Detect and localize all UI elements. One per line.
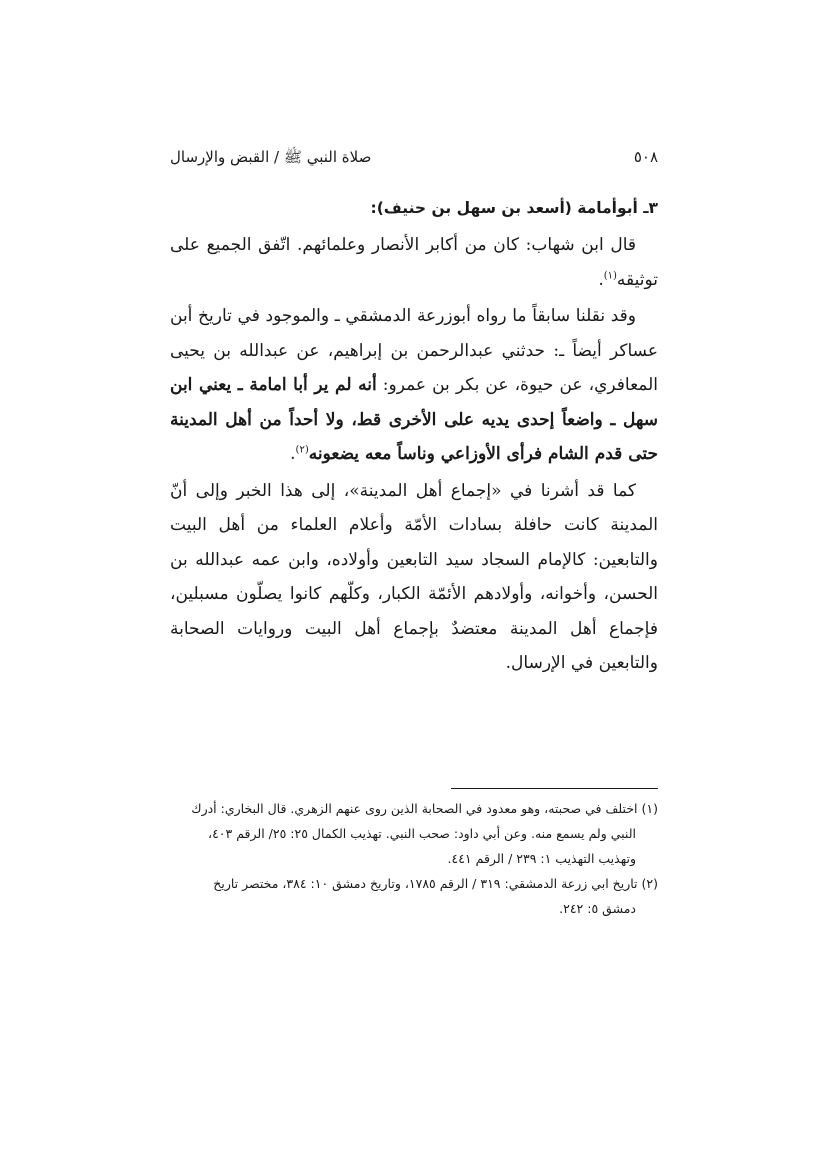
- paragraph-3-text: كما قد أشرنا في «إجماع أهل المدينة»، إلى هذا الخبر وإلى أنّ المدينة كانت حافلة بسادات الأمّة وأعلام العلماء من أهل البيت والتابعين: كالإمام السجاد سيد التابعين وأولاده، وابن عمه عبدالله بن الحسن، وأخوانه، وأولادهم الأئمّة الكبار، وكلّهم كانوا يصلّون مسبلين، فإجماع أهل المدينة معتضدٌ بإجماع أهل البيت وروايات الصحابة والتابعين في الإرسال.: [170, 480, 658, 673]
- footnote-1-cont-2: [170, 846, 658, 871]
- paragraph-1-text: قال ابن شهاب: كان من أكابر الأنصار وعلمائهم. اتّفق الجميع على توثيقه: [170, 235, 658, 290]
- footnote-2-line-2: دمشق ٥: ٢٤٢.: [559, 901, 636, 916]
- footnote-1-line-2: النبي ولم يسمع منه. وعن أبي داود: صحب النبي. تهذيب الكمال ٢٥: ٢٥/ الرقم ٤٠٣،: [208, 826, 636, 841]
- paragraph-2-end: .: [290, 444, 296, 464]
- footnote-2: [170, 871, 658, 896]
- footnote-1: [170, 796, 658, 821]
- footnote-ref-2: (٢): [295, 444, 309, 456]
- paragraph-2: [170, 299, 658, 472]
- footnote-2-cont: [170, 896, 658, 921]
- paragraph-2-bold-quote: أنه لم ير أبا امامة ـ يعني ابن سهل ـ واضعاً إحدى يديه على الأخرى قط، ولا أحداً من أهل المدينة حتى قدم الشام فرأى الأوزاعي وناساً معه يضعونه: [170, 375, 658, 464]
- section-heading: ٣ـ أبوأمامة (أسعد بن سهل بن حنيف):: [370, 199, 658, 217]
- running-title: صلاة النبي ﷺ / القبض والإرسال: [170, 148, 372, 166]
- paragraph-1-end: .: [598, 269, 604, 290]
- page-number: ٥٠٨: [633, 148, 658, 166]
- footnote-ref-1: (١): [603, 269, 617, 281]
- footnote-1-line-1: (١) اختلف في صحبته، وهو معدود في الصحابة الذين روى عنهم الزهري. قال البخاري: أدرك: [191, 801, 658, 816]
- paragraph-1: [170, 228, 658, 297]
- footnote-divider: [451, 788, 658, 789]
- page-body: [170, 148, 658, 681]
- paragraph-2-text: وقد نقلنا سابقاً ما رواه أبوزرعة الدمشقي ـ والموجود في تاريخ أبن عساكر أيضاً ـ: حدثني عبدالرحمن بن إبراهيم، عن عبدالله بن يحيى المعافري، عن حيوة، عن بكر بن عمرو:: [170, 306, 659, 395]
- paragraph-3: [170, 474, 658, 681]
- footnote-1-line-3: وتهذيب التهذيب ١: ٢٣٩ / الرقم ٤٤١.: [447, 851, 636, 866]
- running-header: [170, 148, 658, 174]
- footnotes: [170, 796, 658, 921]
- footnote-1-cont: [170, 821, 658, 846]
- footnote-2-line-1: (٢) تاريخ ابي زرعة الدمشقي: ٣١٩ / الرقم ١٧٨٥، وتاريخ دمشق ١٠: ٣٨٤، مختصر تاريخ: [213, 876, 658, 891]
